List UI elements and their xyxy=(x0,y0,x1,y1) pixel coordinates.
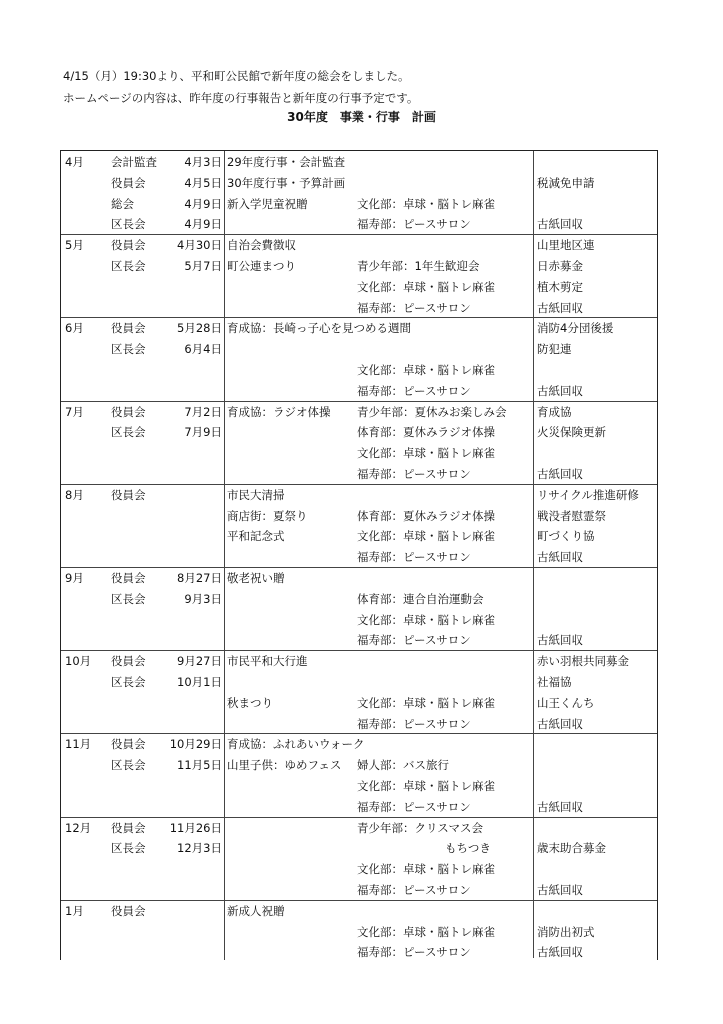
org-cell: 区長会 xyxy=(111,591,146,606)
committee-cell: 文化部：卓球・脳トレ麻雀 xyxy=(357,446,495,461)
org-cell: 区長会 xyxy=(111,342,146,357)
date-cell: 11月5日 xyxy=(177,758,222,773)
month-label: 8月 xyxy=(65,487,84,502)
note-cell: 歳末助合募金 xyxy=(537,841,606,856)
note-cell: 消防出初式 xyxy=(537,924,595,939)
org-cell: 役員会 xyxy=(111,321,146,336)
column-divider xyxy=(224,151,225,960)
page-title: 30年度 事業・行事 計画 xyxy=(287,110,436,124)
note-cell: 社福協 xyxy=(537,675,572,689)
org-cell: 会計監査 xyxy=(111,155,157,169)
event-cell: 29年度行事・会計監査 xyxy=(227,155,346,169)
month-label: 4月 xyxy=(65,155,84,169)
month-label: 7月 xyxy=(65,404,84,419)
month-divider xyxy=(61,567,657,568)
committee-cell: 福寿部：ピースサロン xyxy=(357,383,471,398)
date-cell: 8月27日 xyxy=(177,571,222,585)
month-divider xyxy=(61,900,657,901)
org-cell: 区長会 xyxy=(111,758,146,773)
note-cell: 古紙回収 xyxy=(537,799,583,814)
committee-cell: 体育部：夏休みラジオ体操 xyxy=(357,508,495,523)
note-cell: リサイクル推進研修 xyxy=(537,487,639,502)
committee-cell: 福寿部：ピースサロン xyxy=(357,883,471,897)
note-cell: 火災保険更新 xyxy=(537,425,606,440)
committee-cell: 文化部：卓球・脳トレ麻雀 xyxy=(357,695,495,710)
committee-cell: 文化部：卓球・脳トレ麻雀 xyxy=(357,196,495,211)
org-cell: 役員会 xyxy=(111,903,146,918)
committee-cell: 福寿部：ピースサロン xyxy=(357,799,471,814)
schedule-table xyxy=(60,150,658,960)
committee-cell: 福寿部：ピースサロン xyxy=(357,300,471,315)
committee-cell: 青少年部：夏休みお楽しみ会 xyxy=(357,404,507,419)
event-cell: 育成協：長崎っ子心を見つめる週間 xyxy=(227,321,411,336)
committee-cell: 文化部：卓球・脳トレ麻雀 xyxy=(357,279,495,294)
note-cell: 古紙回収 xyxy=(537,883,583,897)
org-cell: 区長会 xyxy=(111,425,146,440)
note-cell: 山王くんち xyxy=(537,695,595,710)
event-cell: 町公連まつり xyxy=(227,259,296,273)
note-cell: 古紙回収 xyxy=(537,217,583,232)
note-cell: 古紙回収 xyxy=(537,716,583,731)
note-cell: 植木剪定 xyxy=(537,279,583,294)
event-cell: 育成協：ラジオ体操 xyxy=(227,404,331,419)
date-cell: 4月5日 xyxy=(184,175,222,190)
month-label: 10月 xyxy=(65,654,92,669)
event-cell: 敬老祝い贈 xyxy=(227,571,285,585)
month-label: 11月 xyxy=(65,737,92,752)
event-cell: 30年度行事・予算計画 xyxy=(227,175,346,190)
note-cell: 戦没者慰霊祭 xyxy=(537,508,606,523)
note-cell: 古紙回収 xyxy=(537,945,583,960)
committee-cell: 福寿部：ピースサロン xyxy=(357,550,471,565)
org-cell: 区長会 xyxy=(111,217,146,232)
note-cell: 古紙回収 xyxy=(537,383,583,398)
committee-cell: もちつき xyxy=(445,841,491,856)
note-cell: 町づくり協 xyxy=(537,529,595,544)
date-cell: 5月28日 xyxy=(177,321,222,336)
committee-cell: 福寿部：ピースサロン xyxy=(357,945,471,960)
committee-cell: 婦人部：バス旅行 xyxy=(357,758,449,773)
note-cell: 日赤募金 xyxy=(537,259,583,273)
org-cell: 役員会 xyxy=(111,820,146,835)
org-cell: 総会 xyxy=(111,196,134,211)
event-cell: 商店街：夏祭り xyxy=(227,508,308,523)
date-cell: 7月9日 xyxy=(184,425,222,440)
intro-line-1: 4/15（月）19:30より、平和町公民館で新年度の総会をしました。 xyxy=(63,69,410,83)
note-cell: 古紙回収 xyxy=(537,550,583,565)
committee-cell: 福寿部：ピースサロン xyxy=(357,716,471,731)
org-cell: 役員会 xyxy=(111,487,146,502)
committee-cell: 体育部：連合自治運動会 xyxy=(357,591,484,606)
date-cell: 4月3日 xyxy=(184,155,222,169)
org-cell: 役員会 xyxy=(111,175,146,190)
event-cell: 山里子供：ゆめフェス xyxy=(227,758,342,773)
org-cell: 区長会 xyxy=(111,841,146,856)
org-cell: 区長会 xyxy=(111,675,146,689)
date-cell: 5月7日 xyxy=(184,259,222,273)
date-cell: 4月30日 xyxy=(177,238,222,253)
date-cell: 10月1日 xyxy=(177,675,222,689)
committee-cell: 文化部：卓球・脳トレ麻雀 xyxy=(357,612,495,627)
date-cell: 4月9日 xyxy=(184,196,222,211)
event-cell: 育成協：ふれあいウォーク xyxy=(227,737,365,752)
month-label: 12月 xyxy=(65,820,92,835)
event-cell: 新入学児童祝贈 xyxy=(227,196,308,211)
date-cell: 7月2日 xyxy=(184,404,222,419)
committee-cell: 文化部：卓球・脳トレ麻雀 xyxy=(357,363,495,377)
committee-cell: 福寿部：ピースサロン xyxy=(357,633,471,648)
date-cell: 4月9日 xyxy=(184,217,222,232)
committee-cell: 青少年部：1年生歓迎会 xyxy=(357,259,480,273)
month-label: 1月 xyxy=(65,903,84,918)
event-cell: 自治会費徴収 xyxy=(227,238,296,253)
note-cell: 赤い羽根共同募金 xyxy=(537,654,629,669)
month-label: 5月 xyxy=(65,238,84,253)
month-label: 6月 xyxy=(65,321,84,336)
org-cell: 役員会 xyxy=(111,737,146,752)
committee-cell: 文化部：卓球・脳トレ麻雀 xyxy=(357,924,495,939)
column-divider xyxy=(533,151,534,958)
org-cell: 区長会 xyxy=(111,259,146,273)
committee-cell: 青少年部：クリスマス会 xyxy=(357,820,484,835)
org-cell: 役員会 xyxy=(111,404,146,419)
note-cell: 山里地区連 xyxy=(537,238,595,253)
event-cell: 新成人祝贈 xyxy=(227,903,285,918)
date-cell: 11月26日 xyxy=(169,820,222,835)
committee-cell: 文化部：卓球・脳トレ麻雀 xyxy=(357,862,495,877)
month-label: 9月 xyxy=(65,571,84,585)
note-cell: 古紙回収 xyxy=(537,300,583,315)
event-cell: 秋まつり xyxy=(227,695,273,710)
date-cell: 12月3日 xyxy=(177,841,222,856)
committee-cell: 文化部：卓球・脳トレ麻雀 xyxy=(357,529,495,544)
org-cell: 役員会 xyxy=(111,571,146,585)
event-cell: 市民大清掃 xyxy=(227,487,285,502)
date-cell: 9月27日 xyxy=(177,654,222,669)
note-cell: 税減免申請 xyxy=(537,175,595,190)
note-cell: 防犯連 xyxy=(537,342,572,357)
date-cell: 10月29日 xyxy=(169,737,222,752)
committee-cell: 文化部：卓球・脳トレ麻雀 xyxy=(357,779,495,793)
note-cell: 古紙回収 xyxy=(537,467,583,481)
org-cell: 役員会 xyxy=(111,654,146,669)
org-cell: 役員会 xyxy=(111,238,146,253)
committee-cell: 体育部：夏休みラジオ体操 xyxy=(357,425,495,440)
intro-line-2: ホームページの内容は、昨年度の行事報告と新年度の行事予定です。 xyxy=(63,91,419,105)
note-cell: 古紙回収 xyxy=(537,633,583,648)
event-cell: 市民平和大行進 xyxy=(227,654,308,669)
note-cell: 育成協 xyxy=(537,404,572,419)
committee-cell: 福寿部：ピースサロン xyxy=(357,467,471,481)
event-cell: 平和記念式 xyxy=(227,529,285,544)
date-cell: 6月4日 xyxy=(184,342,222,357)
note-cell: 消防4分団後援 xyxy=(537,321,614,336)
date-cell: 9月3日 xyxy=(184,591,222,606)
committee-cell: 福寿部：ピースサロン xyxy=(357,217,471,232)
